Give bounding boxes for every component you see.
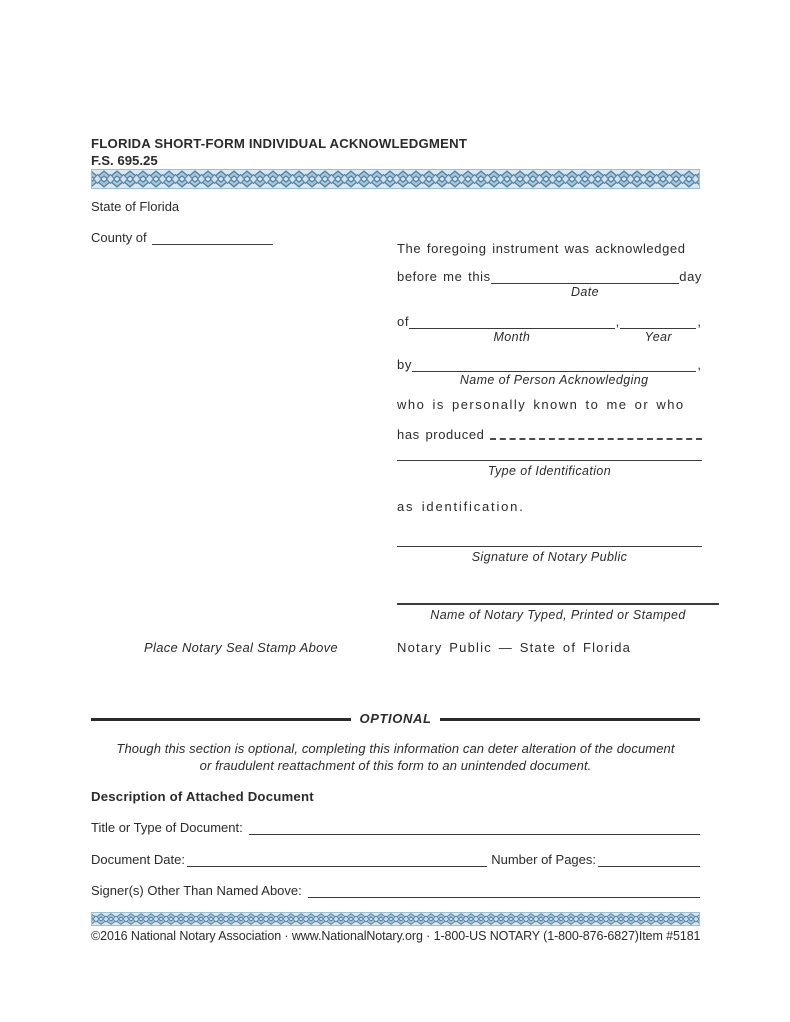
ack-line-1: The foregoing instrument was acknowledged	[397, 241, 686, 256]
month-blank-line	[409, 314, 615, 344]
footer-copyright: ©2016 National Notary Association · www.NationalNotary.org · 1-800-US NOTARY (1-800-876-6827)	[91, 929, 639, 943]
of-label: of	[397, 314, 410, 329]
number-of-pages-label: Number of Pages:	[491, 852, 596, 867]
ack-name-row	[397, 356, 702, 387]
by-label: by	[397, 357, 412, 372]
notary-name-caption: Name of Notary Typed, Printed or Stamped	[430, 608, 686, 622]
optional-divider	[91, 712, 700, 727]
comma-after-month: ,	[615, 314, 620, 329]
id-type-line-block	[397, 460, 702, 478]
state-line: State of Florida	[91, 199, 180, 214]
ack-month-year-row	[397, 313, 702, 344]
description-heading: Description of Attached Document	[91, 789, 314, 804]
person-name-caption: Name of Person Acknowledging	[459, 373, 649, 387]
as-identification-line: as identification.	[397, 499, 525, 514]
document-date-row	[91, 850, 700, 867]
number-of-pages-blank-line	[598, 852, 700, 867]
signers-label: Signer(s) Other Than Named Above:	[91, 883, 302, 898]
county-label: County of	[91, 230, 147, 245]
decorative-weave-border-bottom	[91, 912, 700, 926]
title-of-document-blank-line	[249, 820, 700, 835]
optional-heading: OPTIONAL	[359, 711, 432, 726]
seal-caption: Place Notary Seal Stamp Above	[144, 640, 338, 655]
form-title: FLORIDA SHORT-FORM INDIVIDUAL ACKNOWLEDGMENT	[91, 136, 468, 151]
document-date-blank-line	[187, 852, 487, 867]
divider-rule-left	[91, 718, 351, 721]
decorative-weave-border-top	[91, 169, 700, 189]
signers-blank-line	[308, 883, 700, 898]
before-me-this-label: before me this	[397, 269, 491, 284]
notary-title-line: Notary Public — State of Florida	[397, 640, 632, 655]
day-suffix-label: day	[679, 269, 702, 284]
year-blank-line	[620, 314, 696, 344]
has-produced-row	[397, 426, 702, 442]
county-row	[91, 229, 273, 245]
title-of-document-label: Title or Type of Document:	[91, 820, 243, 835]
optional-note	[91, 740, 700, 774]
personally-known-line: who is personally known to me or who	[397, 397, 685, 412]
footer	[91, 929, 700, 943]
date-caption: Date	[571, 285, 600, 299]
comma-after-year: ,	[697, 314, 701, 329]
notary-name-line-block	[397, 603, 719, 622]
has-produced-label: has produced	[397, 427, 485, 442]
month-caption: Month	[493, 330, 531, 344]
footer-item-number: Item #5181	[638, 929, 701, 943]
comma-after-name: ,	[697, 357, 701, 372]
document-date-label: Document Date:	[91, 852, 185, 867]
id-type-caption: Type of Identification	[487, 464, 612, 478]
title-block	[91, 136, 467, 168]
optional-note-line-1: Though this section is optional, completing this information can deter alteration of the document	[116, 741, 675, 756]
divider-rule-right	[440, 718, 700, 721]
optional-note-line-2: or fraudulent reattachment of this form to an unintended document.	[199, 758, 592, 773]
year-caption: Year	[644, 330, 672, 344]
date-blank-line	[491, 269, 679, 299]
form-statute: F.S. 695.25	[91, 153, 158, 168]
produced-dashed-blank-line	[490, 428, 702, 440]
person-name-blank-line	[412, 357, 696, 387]
title-of-document-row	[91, 818, 700, 835]
signature-caption: Signature of Notary Public	[471, 550, 628, 564]
ack-date-row	[397, 268, 702, 299]
signers-row	[91, 881, 700, 898]
county-blank-line	[152, 230, 273, 245]
signature-line-block	[397, 546, 702, 564]
